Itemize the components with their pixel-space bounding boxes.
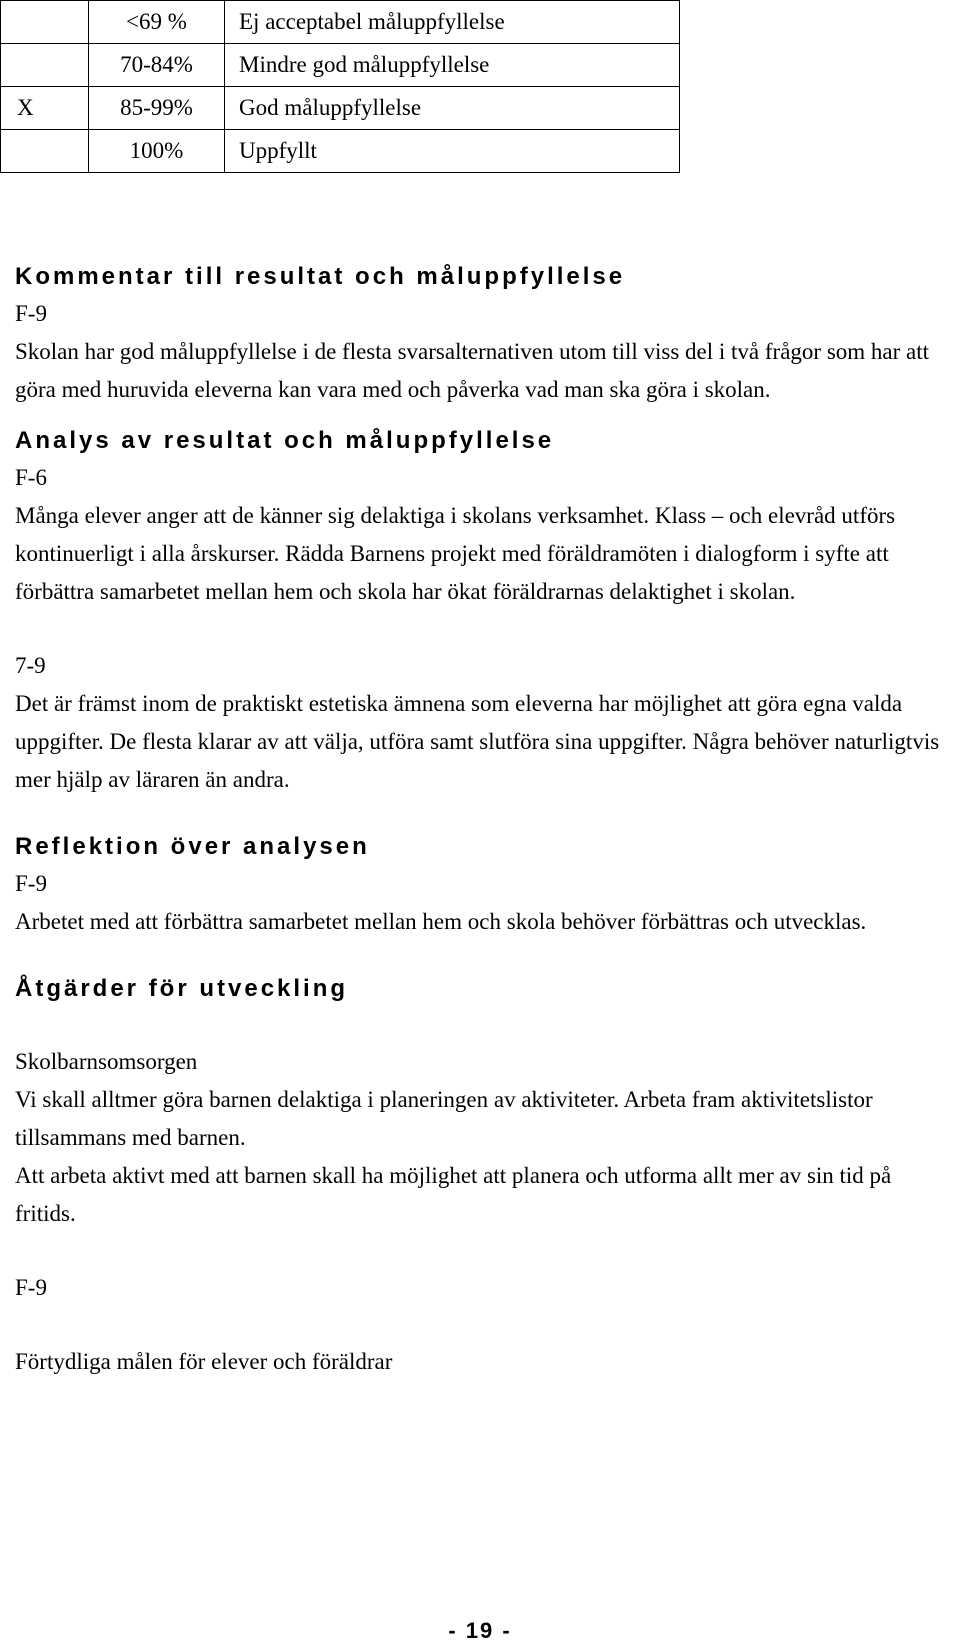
paragraph: Skolan har god måluppfyllelse i de flesta svarsalternativen utom till viss del i två frågor som har att göra med huruvida eleverna kan vara med och påverka vad man ska göra i skolan. xyxy=(15,339,930,402)
document-page xyxy=(15,0,940,1381)
reflection-section xyxy=(15,829,940,941)
table-row xyxy=(1,44,680,87)
description-cell: Uppfyllt xyxy=(225,130,680,173)
paragraph: Vi skall alltmer göra barnen delaktiga i planeringen av aktiviteter. Arbeta fram aktivitetslistor tillsammans med barnen. xyxy=(15,1087,873,1150)
section-code: 7-9 xyxy=(15,653,46,678)
table-row xyxy=(1,130,680,173)
paragraph: Arbetet med att förbättra samarbetet mellan hem och skola behöver förbättras och utvecklas. xyxy=(15,909,867,934)
page-number: - 19 - xyxy=(448,1618,512,1643)
mark-cell: X xyxy=(1,87,89,130)
mark-cell xyxy=(1,130,89,173)
section-heading: Åtgärder för utveckling xyxy=(15,975,349,1002)
range-cell: <69 % xyxy=(89,1,225,44)
mark-cell xyxy=(1,1,89,44)
actions-section xyxy=(15,971,940,1381)
range-cell: 70-84% xyxy=(89,44,225,87)
paragraph: Att arbeta aktivt med att barnen skall ha möjlighet att planera och utforma allt mer av sin tid på fritids. xyxy=(15,1163,892,1226)
description-cell: Ej acceptabel måluppfyllelse xyxy=(225,1,680,44)
section-heading: Analys av resultat och måluppfyllelse xyxy=(15,427,555,454)
table-row xyxy=(1,1,680,44)
section-heading: Kommentar till resultat och måluppfyllelse xyxy=(15,263,626,290)
section-code: F-6 xyxy=(15,465,47,490)
paragraph: Många elever anger att de känner sig delaktiga i skolans verksamhet. Klass – och elevråd utförs kontinuerligt i alla årskurser. Rädda Barnens projekt med föräldramöten i dialogform i syfte att förbättra samarbetet mellan hem och skola har ökat föräldrarnas delaktighet i skolan. xyxy=(15,503,896,604)
section-code: F-9 xyxy=(15,1275,47,1300)
range-cell: 85-99% xyxy=(89,87,225,130)
analysis-section xyxy=(15,423,940,799)
table-row xyxy=(1,87,680,130)
subheading: Skolbarnsomsorgen xyxy=(15,1049,198,1074)
mark-cell xyxy=(1,44,89,87)
paragraph: Det är främst inom de praktiskt estetiska ämnena som eleverna har möjlighet att göra egna valda uppgifter. De flesta klarar av att välja, utföra samt slutföra sina uppgifter. Några behöver naturligtvis mer hjälp av läraren än andra. xyxy=(15,691,940,792)
description-cell: God måluppfyllelse xyxy=(225,87,680,130)
section-code: F-9 xyxy=(15,301,47,326)
range-cell: 100% xyxy=(89,130,225,173)
comment-section xyxy=(15,259,940,409)
rating-table xyxy=(0,0,680,173)
section-code: F-9 xyxy=(15,871,47,896)
section-heading: Reflektion över analysen xyxy=(15,833,370,860)
paragraph: Förtydliga målen för elever och föräldrar xyxy=(15,1349,393,1374)
description-cell: Mindre god måluppfyllelse xyxy=(225,44,680,87)
